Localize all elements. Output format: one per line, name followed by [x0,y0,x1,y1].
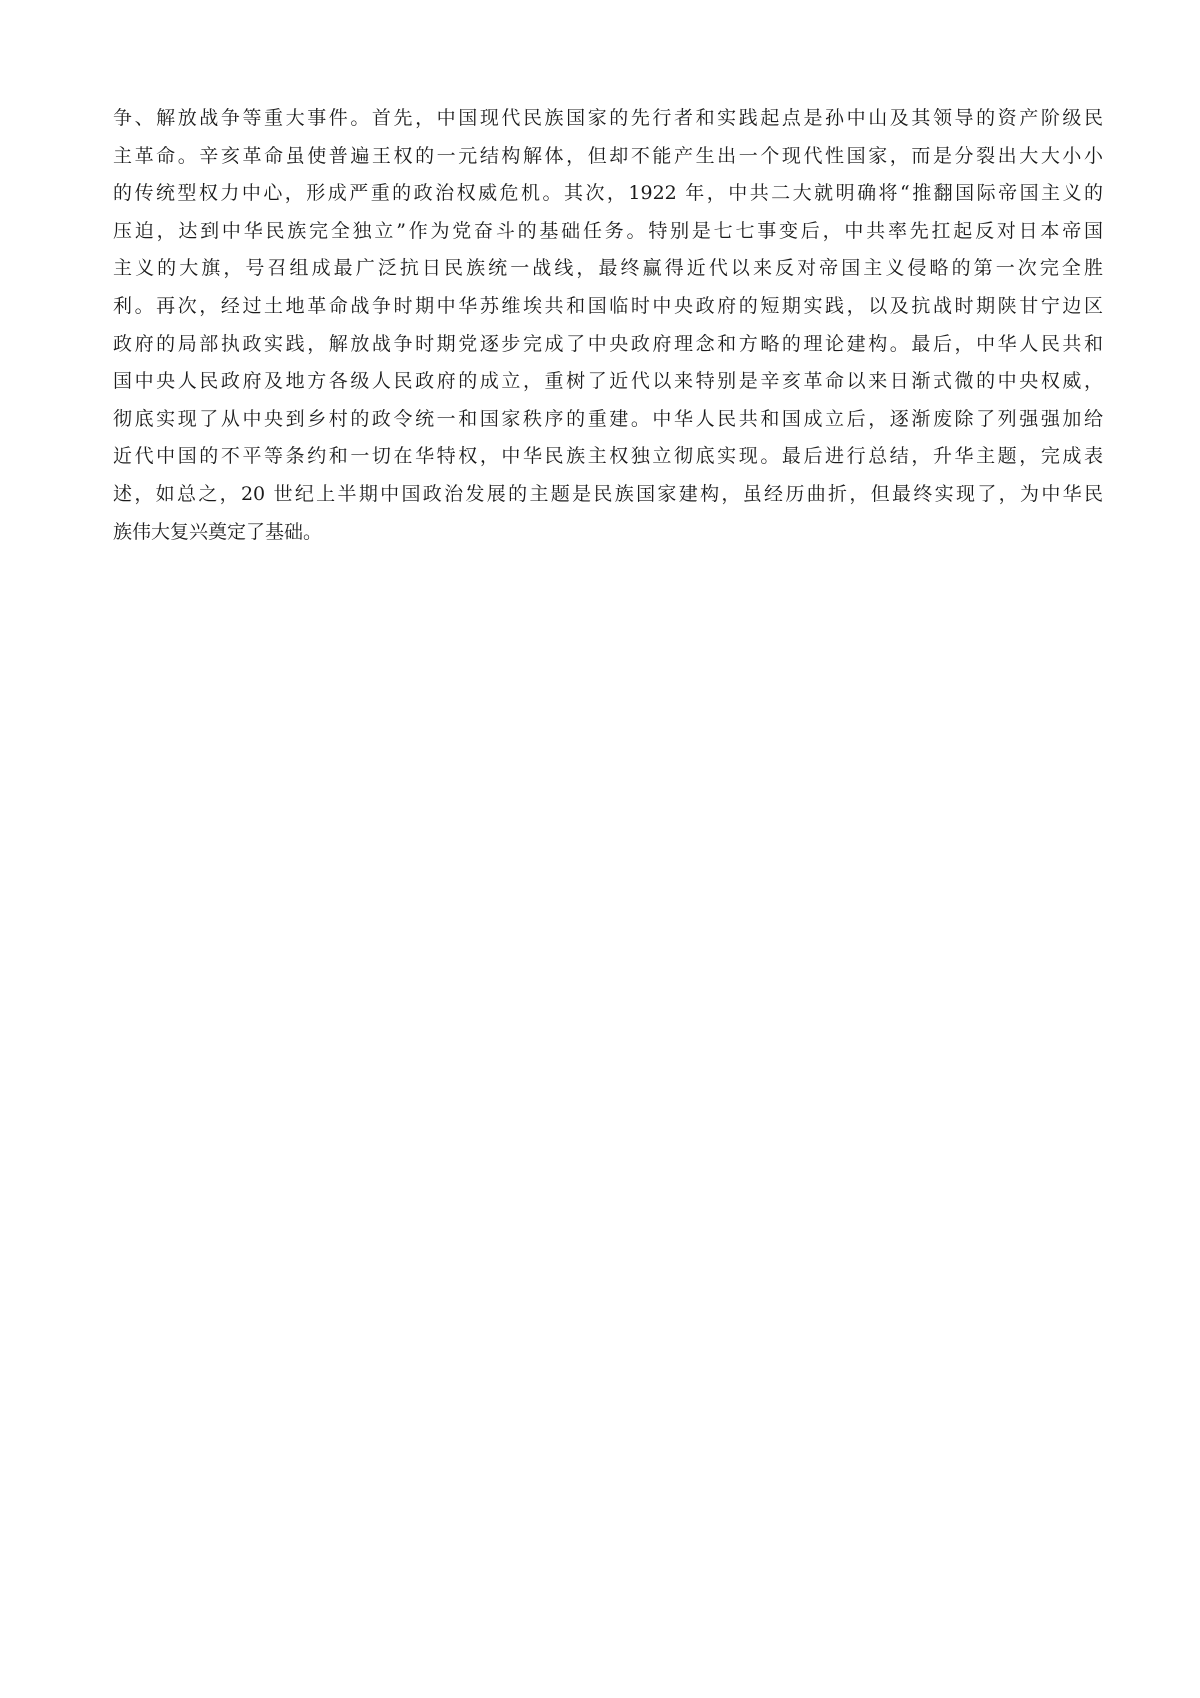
paragraph-line: 政府的局部执政实践，解放战争时期党逐步完成了中央政府理念和方略的理论建构。最后，中华人民共和 [113,332,1103,355]
paragraph-line: 利。再次，经过土地革命战争时期中华苏维埃共和国临时中央政府的短期实践，以及抗战时期陕甘宁边区 [113,294,1103,317]
paragraph-line: 近代中国的不平等条约和一切在华特权，中华民族主权独立彻底实现。最后进行总结，升华主题，完成表 [113,445,1103,468]
paragraph-line: 彻底实现了从中央到乡村的政令统一和国家秩序的重建。中华人民共和国成立后，逐渐废除了列强强加给 [113,407,1103,430]
paragraph-line: 压迫，达到中华民族完全独立”作为党奋斗的基础任务。特别是七七事变后，中共率先扛起反对日本帝国 [113,219,1103,242]
body-paragraph [113,100,1103,551]
paragraph-line: 主义的大旗，号召组成最广泛抗日民族统一战线，最终赢得近代以来反对帝国主义侵略的第一次完全胜 [113,257,1103,280]
paragraph-line: 述，如总之，20 世纪上半期中国政治发展的主题是民族国家建构，虽经历曲折，但最终实现了，为中华民 [113,482,1103,505]
paragraph-line: 族伟大复兴奠定了基础。 [113,520,323,543]
paragraph-line: 国中央人民政府及地方各级人民政府的成立，重树了近代以来特别是辛亥革命以来日渐式微的中央权威， [113,370,1103,393]
paragraph-line: 主革命。辛亥革命虽使普遍王权的一元结构解体，但却不能产生出一个现代性国家，而是分裂出大大小小 [113,144,1103,167]
paragraph-line: 争、解放战争等重大事件。首先，中国现代民族国家的先行者和实践起点是孙中山及其领导的资产阶级民 [113,107,1103,129]
paragraph-line: 的传统型权力中心，形成严重的政治权威危机。其次，1922 年，中共二大就明确将“推翻国际帝国主义的 [113,182,1103,205]
